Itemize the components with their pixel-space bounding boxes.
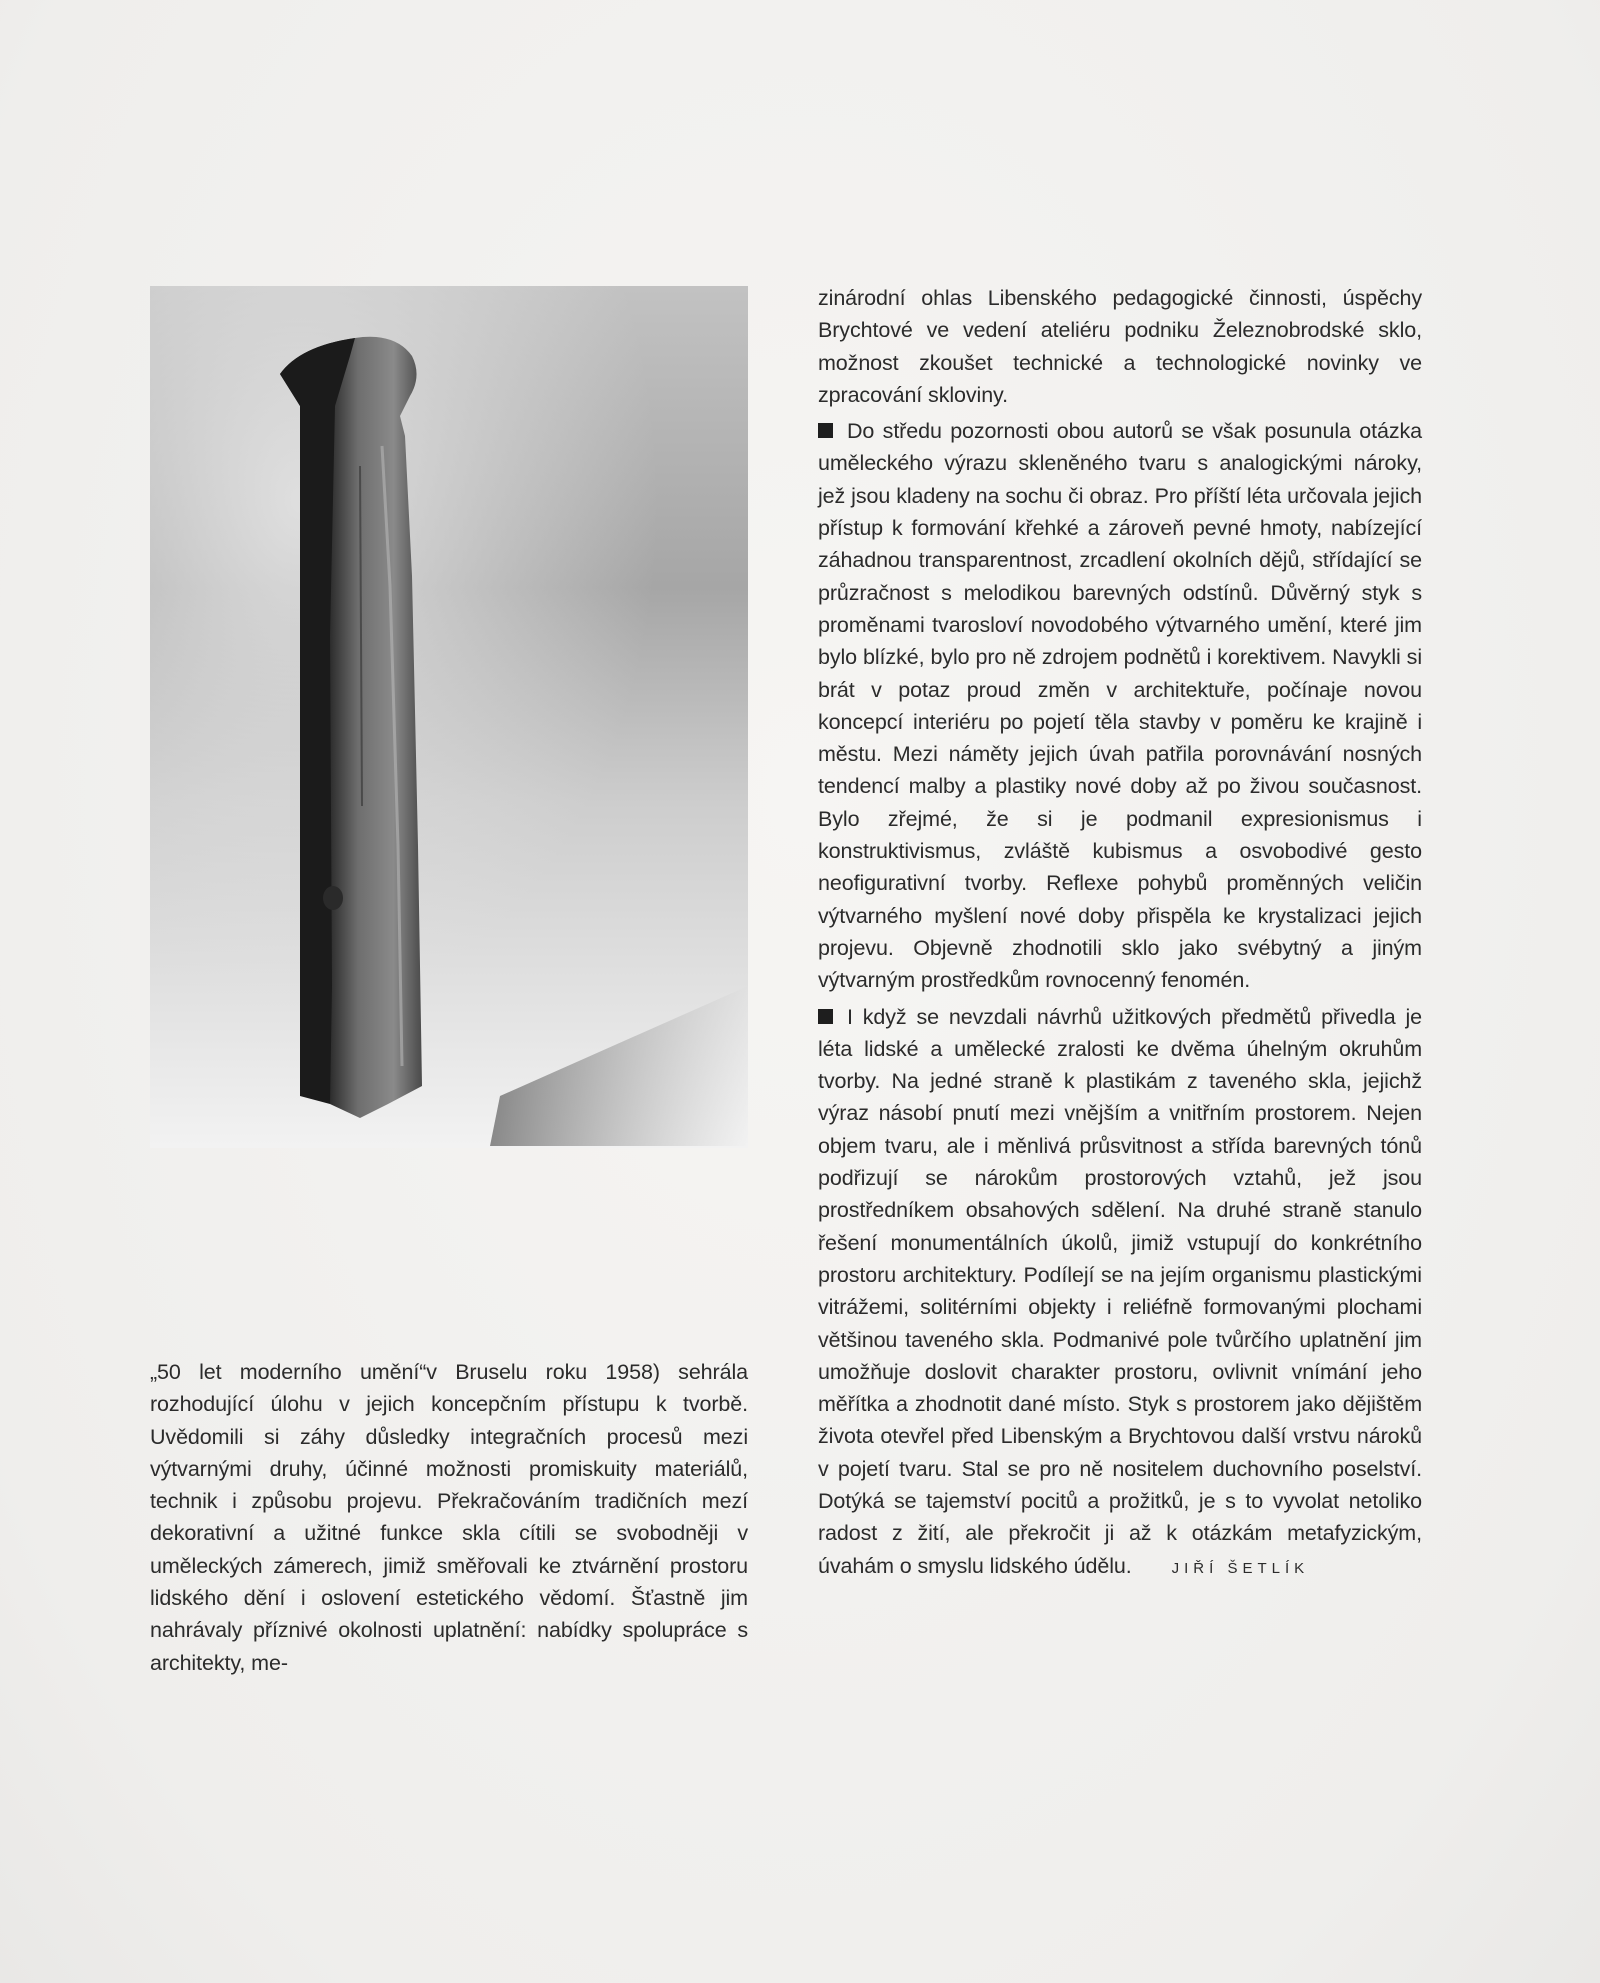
left-column-text: „50 let moderního umění“v Bruselu roku 1958) sehrála rozhodující úlohu v jejich koncepčním přístupu k tvorbě. Uvědomili si záhy důsledky integračních procesů mezi výtvarnými druhy, účinné možnosti promiskuity materiálů, technik i způsobu projevu. Překračováním tradičních mezí dekorativní a užitné funkce skla cítili se svobodněji v uměleckých zámerech, jimiž směřovali ke ztvárnění prostoru lidského dění i oslovení estetického vědomí. Šťastně jim nahrávaly příznivé okolnosti uplatnění: nabídky spolupráce s architekty, me- xyxy=(150,1360,748,1675)
glass-sculpture-icon xyxy=(150,286,748,1148)
paragraph-marker-icon xyxy=(818,1009,833,1024)
paragraph-marker-icon xyxy=(818,423,833,438)
paragraph-2-wrap xyxy=(818,415,1422,996)
paragraph-1: zinárodní ohlas Libenského pedagogické činnosti, úspěchy Brychtové ve vedení ateliéru podniku Železnobrodské sklo, možnost zkoušet technické a technologické novinky ve zpracování skloviny. xyxy=(818,286,1422,407)
paragraph-2: Do středu pozornosti obou autorů se však posunula otázka uměleckého výrazu skleněného tvaru s analogickými nároky, jež jsou kladeny na sochu či obraz. Pro příští léta určovala jejich přístup k formování křehké a zároveň pevné hmoty, nabízející záhadnou transparentnost, zrcadlení okolních dějů, střídající se průzračnost s melodikou barevných odstínů. Důvěrný styk s proměnami tvarosloví novodobého výtvarného umění, které jim bylo blízké, bylo pro ně zdrojem podnětů i korektivem. Navykli si brát v potaz proud změn v architektuře, počínaje novou koncepcí interiéru po pojetí těla stavby v poměru ke krajině i městu. Mezi náměty jejich úvah patřila porovnávání nosných tendencí malby a plastiky nové doby až po živou současnost. Bylo zřejmé, že si je podmanil expresionismus i konstruktivismus, zvláště kubismus a osvobodivé gesto neofigurativní tvorby. Reflexe pohybů proměnných veličin výtvarného myšlení nové doby přispěla ke krystalizaci jejich projevu. Objevně zhodnotili sklo jako svébytný a jiným výtvarným prostředkům rovnocenný fenomén. xyxy=(818,419,1422,993)
paragraph-3: I když se nevzdali návrhů užitkových předmětů přivedla je léta lidské a umělecké zralosti ke dvěma úhelným okruhům tvorby. Na jedné straně k plastikám z taveného skla, jejichž výraz násobí pnutí mezi vnějším a vnitřním prostorem. Nejen objem tvaru, ale i měnlivá průsvitnost a střída barevných tónů podřizují se nárokům prostorových vztahů, jež jsou prostředníkem obsahových sdělení. Na druhé straně stanulo řešení monumentálních úkolů, jimiž vstupují do konkrétního prostoru architektury. Podílejí se na jejím organismu plastickými vitrážemi, solitérními objekty i reliéfně formovanými plochami většinou taveného skla. Podmanivé pole tvůrčího uplatnění jim umožňuje doslovit charakter prostoru, ovlivnit vnímání jeho měřítka a zhodnotit dané místo. Styk s prostorem jako dějištěm života otevřel před Libenským a Brychtovou další vrstvu nároků v pojetí tvaru. Stal se pro ně nositelem duchovního poselství. Dotýká se tajemství pocitů a prožitků, je s to vyvolat netoliko radost z žití, ale překročit ji až k otázkám metafyzickým, úvahám o smyslu lidského údělu. xyxy=(818,1004,1422,1578)
left-text-column xyxy=(150,1356,748,1679)
right-text-column xyxy=(818,282,1422,1585)
author-signature: JIŘÍ ŠETLÍK xyxy=(1171,1559,1310,1577)
paragraph-3-wrap xyxy=(818,1001,1422,1585)
sculpture-photograph xyxy=(150,286,748,1148)
